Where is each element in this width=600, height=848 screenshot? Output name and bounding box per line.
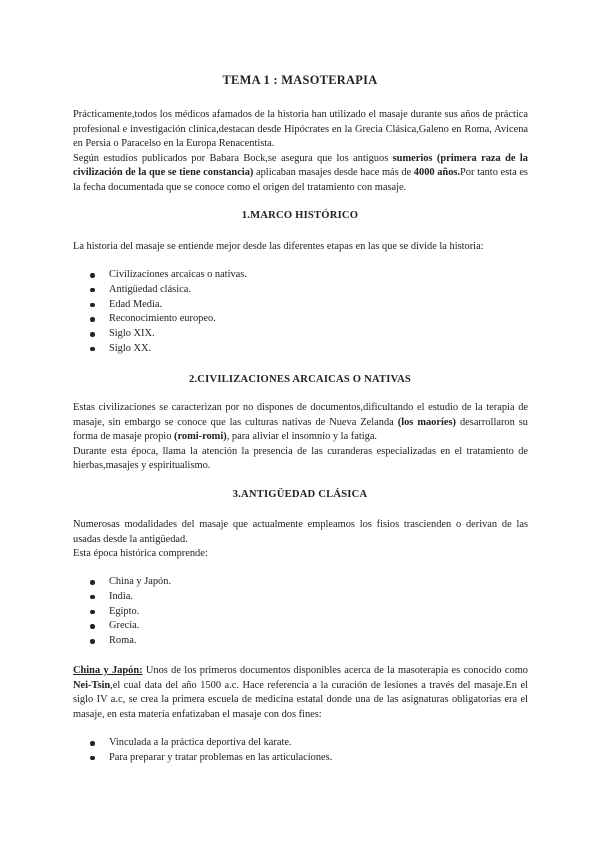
list-item: Edad Media. <box>89 298 247 313</box>
intro-paragraph-2 <box>73 152 528 196</box>
list-item: Civilizaciones arcaicas o nativas. <box>89 268 247 283</box>
intro-p2-text-a: Según estudios publicados por Babara Bock,se asegura que los antiguos <box>73 152 393 164</box>
list-item: Reconocimiento europeo. <box>89 312 247 327</box>
section2-heading: 2.CIVILIZACIONES ARCAICAS O NATIVAS <box>188 374 412 385</box>
list-item: Antigüedad clásica. <box>89 283 247 298</box>
china-japon-section <box>73 664 528 722</box>
section1-paragraph: La historia del masaje se entiende mejor desde las diferentes etapas en las que se divide la historia: <box>73 241 484 252</box>
china-text-c: ,el cual data del año 1500 a.c. Hace referencia a la curación de lesiones a través del masaje.En el siglo IV a.c, se crea la primera escuela de medicina estatal donde una de las asignaturas obligatorias era el masaje, en esta materia enfatizaban el masaje con dos fines: <box>73 679 528 720</box>
section1-list <box>89 268 247 357</box>
intro-p2-text-e: Por tanto esta es la fecha documentada que se conoce como el origen del tratamiento con masaje. <box>73 167 528 193</box>
list-item: Siglo XIX. <box>89 327 247 342</box>
section2-body <box>73 401 528 474</box>
section2-p1-text-e: , para aliviar el insomnio y la fatiga. <box>226 431 378 443</box>
section2-p1-text-a: Estas civilizaciones se caracterizan por no dispones de documentos,dificultando el estudio de la terapia de masaje, sin embargo se conoce que las culturas nativas de Nueva Zelanda <box>73 402 528 428</box>
china-japon-paragraph <box>73 664 528 722</box>
list-item: Grecia. <box>89 619 171 634</box>
china-text-a: Unos de los primeros documentos disponibles acerca de la masoterapia es conocido como <box>142 665 528 676</box>
section2-paragraph-1 <box>73 401 528 445</box>
section1-text <box>73 240 528 255</box>
section2-p1-maories: (los maoríes) <box>397 416 456 428</box>
intro-p2-text-c: aplicaban masajes desde hace más de <box>253 167 414 179</box>
intro-p2-years: 4000 años. <box>413 167 461 179</box>
china-nei-tsin: Nei-Tsin <box>73 679 111 691</box>
section3-heading: 3.ANTIGÜEDAD CLÁSICA <box>232 489 368 500</box>
section1-heading: 1.MARCO HISTÓRICO <box>241 210 359 221</box>
china-japon-label: China y Japón: <box>73 665 143 676</box>
list-item: Roma. <box>89 634 171 649</box>
section2-paragraph-2: Durante esta época, llama la atención la presencia de las curanderas especializadas en el tratamiento de hierbas,masajes y espiritualismo. <box>73 445 528 472</box>
section2-p1-romi-romi: (romi-romi) <box>173 431 227 443</box>
section2-p1-text-c: desarrollaron su forma de masaje propio <box>73 416 529 443</box>
intro-paragraph-1: Prácticamente,todos los médicos afamados de la historia han utilizado el masaje durante sus años de práctica profesional e investigación clínica,destacan desde Hipócrates en la Grecia Clásica,Galeno en Roma, Avicena en Persia o Paracelso en la Europa Renacentista. <box>73 109 528 150</box>
list-item: India. <box>89 590 171 605</box>
list-item: Siglo XX. <box>89 342 247 357</box>
china-fines-list <box>89 736 332 766</box>
section3-paragraph-2: Esta época histórica comprende: <box>73 548 208 560</box>
section3-paragraph-1: Numerosas modalidades del masaje que actualmente empleamos los fisios trascienden o derivan de las usadas desde la antigüedad. <box>73 519 528 545</box>
intro-section <box>73 108 528 196</box>
intro-p2-sumerios: sumerios (primera raza de la civilización de la que se tiene constancia) <box>73 152 528 179</box>
list-item: Vinculada a la práctica deportiva del karate. <box>89 736 332 751</box>
section3-intro <box>73 518 528 562</box>
page-title: TEMA 1 : MASOTERAPIA <box>222 73 378 87</box>
list-item: China y Japón. <box>89 575 171 590</box>
list-item: Egipto. <box>89 605 171 620</box>
section3-list <box>89 575 171 649</box>
list-item: Para preparar y tratar problemas en las articulaciones. <box>89 751 332 766</box>
